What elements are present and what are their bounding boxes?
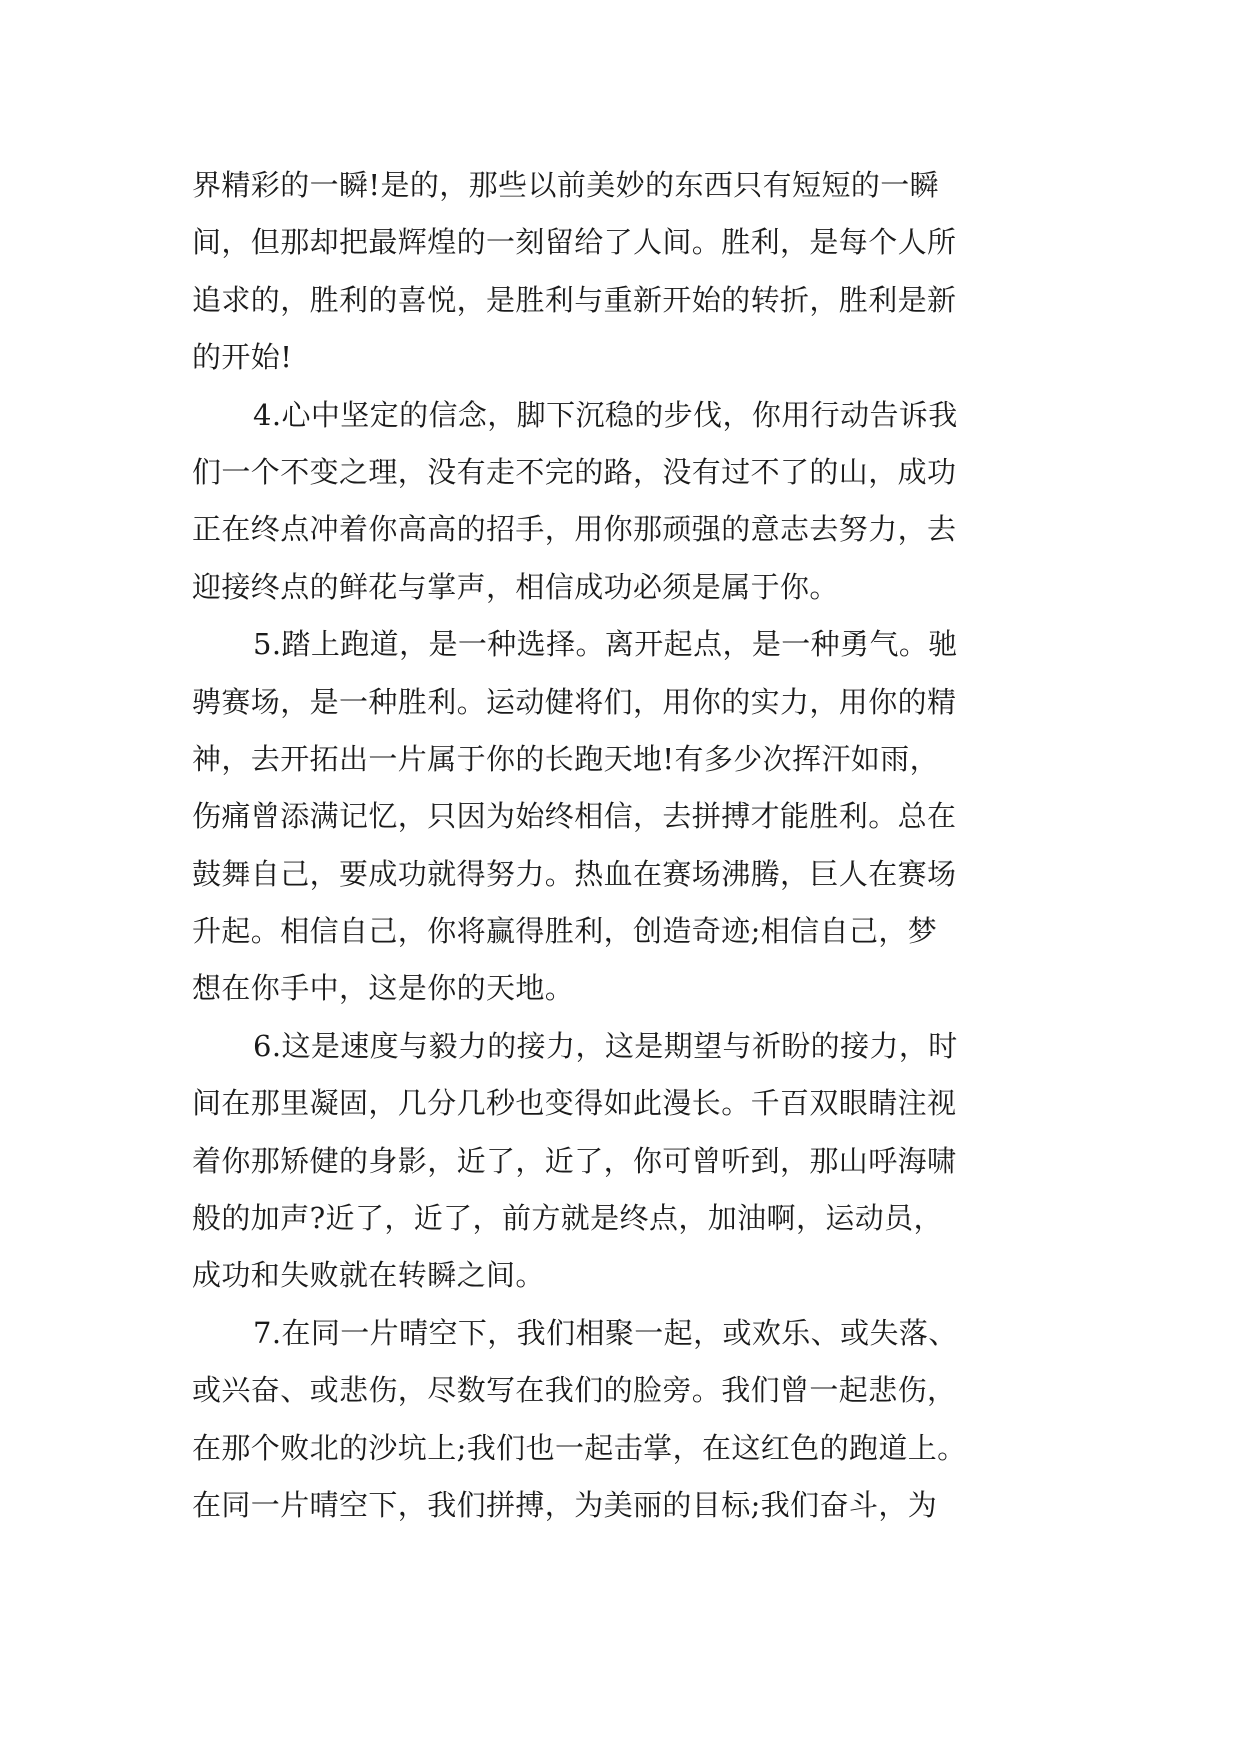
paragraph-start-line: 5.踏上跑道，是一种选择。离开起点，是一种勇气。驰 bbox=[253, 627, 958, 662]
text-line: 界精彩的一瞬!是的，那些以前美妙的东西只有短短的一瞬 bbox=[192, 168, 940, 202]
text-line: 成功和失败就在转瞬之间。 bbox=[192, 1258, 545, 1293]
text-line: 在那个败北的沙坑上;我们也一起击掌，在这红色的跑道上。 bbox=[192, 1430, 967, 1465]
text-line: 般的加声?近了，近了，前方就是终点，加油啊，运动员， bbox=[192, 1201, 943, 1236]
paragraph-start-line: 7.在同一片晴空下，我们相聚一起，或欢乐、或失落、 bbox=[253, 1315, 958, 1350]
text-line: 升起。相信自己，你将赢得胜利，创造奇迹;相信自己，梦 bbox=[192, 914, 938, 949]
text-line: 间在那里凝固，几分几秒也变得如此漫长。千百双眼睛注视 bbox=[192, 1086, 957, 1121]
text-line: 神，去开拓出一片属于你的长跑天地!有多少次挥汗如雨， bbox=[192, 741, 940, 776]
text-line: 们一个不变之理，没有走不完的路，没有过不了的山，成功 bbox=[192, 454, 957, 489]
text-line: 或兴奋、或悲伤，尽数写在我们的脸旁。我们曾一起悲伤， bbox=[192, 1373, 957, 1408]
text-line: 间，但那却把最辉煌的一刻留给了人间。胜利，是每个人所 bbox=[192, 225, 957, 260]
text-line: 追求的，胜利的喜悦，是胜利与重新开始的转折，胜利是新 bbox=[192, 282, 957, 317]
document-body bbox=[192, 157, 1052, 1534]
paragraph-start-line: 6.这是速度与毅力的接力，这是期望与祈盼的接力，时 bbox=[253, 1028, 958, 1063]
text-line: 骋赛场，是一种胜利。运动健将们，用你的实力，用你的精 bbox=[192, 684, 957, 719]
text-line: 迎接终点的鲜花与掌声，相信成功必须是属于你。 bbox=[192, 569, 839, 604]
text-line: 的开始! bbox=[192, 340, 293, 375]
text-line: 着你那矫健的身影，近了，近了，你可曾听到，那山呼海啸 bbox=[192, 1143, 957, 1178]
text-line: 鼓舞自己，要成功就得努力。热血在赛场沸腾，巨人在赛场 bbox=[192, 856, 957, 891]
text-line: 想在你手中，这是你的天地。 bbox=[192, 971, 575, 1006]
text-line: 伤痛曾添满记忆，只因为始终相信，去拼搏才能胜利。总在 bbox=[192, 799, 957, 834]
text-line: 正在终点冲着你高高的招手，用你那顽强的意志去努力，去 bbox=[192, 512, 957, 547]
paragraph-start-line: 4.心中坚定的信念，脚下沉稳的步伐，你用行动告诉我 bbox=[253, 397, 958, 432]
text-line: 在同一片晴空下，我们拼搏，为美丽的目标;我们奋斗，为 bbox=[192, 1487, 938, 1522]
